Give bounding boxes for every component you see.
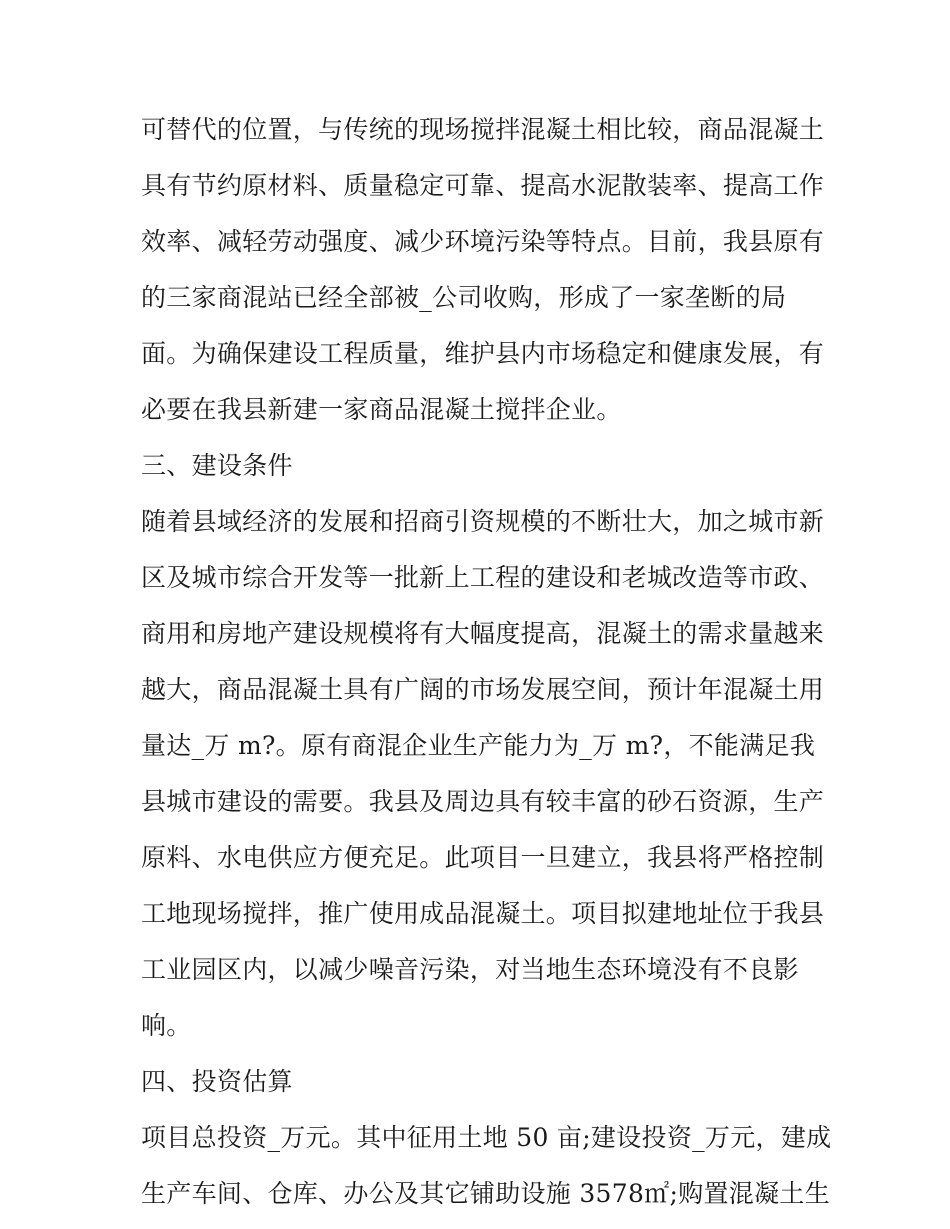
text-line: 具有节约原材料、质量稳定可靠、提高水泥散装率、提高工作 bbox=[141, 171, 825, 200]
text-line: 效率、减轻劳动强度、减少环境污染等特点。目前，我县原有 bbox=[141, 227, 825, 256]
text-line: 县城市建设的需要。我县及周边具有较丰富的砂石资源，生产 bbox=[141, 787, 825, 816]
text-line: 必要在我县新建一家商品混凝土搅拌企业。 bbox=[141, 395, 622, 424]
document-body bbox=[141, 102, 831, 1222]
text-line: 工地现场搅拌，推广使用成品混凝土。项目拟建地址位于我县 bbox=[141, 899, 825, 928]
text-line: 随着县域经济的发展和招商引资规模的不断壮大，加之城市新 bbox=[141, 507, 825, 536]
text-line: 区及城市综合开发等一批新上工程的建设和老城改造等市政、 bbox=[141, 563, 825, 592]
text-line: 生产车间、仓库、办公及其它铺助设施 3578㎡;购置混凝土生 bbox=[141, 1179, 830, 1208]
text-line: 原料、水电供应方便充足。此项目一旦建立，我县将严格控制 bbox=[141, 843, 825, 872]
section-heading: 四、投资估算 bbox=[141, 1067, 293, 1096]
text-line: 越大，商品混凝土具有广阔的市场发展空间，预计年混凝土用 bbox=[141, 675, 825, 704]
text-line: 商用和房地产建设规模将有大幅度提高，混凝土的需求量越来 bbox=[141, 619, 825, 648]
text-line: 的三家商混站已经全部被_公司收购，形成了一家垄断的局 bbox=[141, 283, 787, 312]
text-line: 面。为确保建设工程质量，维护县内市场稳定和健康发展，有 bbox=[141, 339, 825, 368]
text-line: 项目总投资_万元。其中征用土地 50 亩;建设投资_万元，建成 bbox=[141, 1123, 832, 1152]
text-line: 可替代的位置，与传统的现场搅拌混凝土相比较，商品混凝土 bbox=[141, 115, 825, 144]
text-line: 工业园区内，以减少噪音污染，对当地生态环境没有不良影 bbox=[141, 955, 799, 984]
text-line: 响。 bbox=[141, 1011, 192, 1040]
text-line: 量达_万 m?。原有商混企业生产能力为_万 m?，不能满足我 bbox=[141, 731, 816, 760]
section-heading: 三、建设条件 bbox=[141, 451, 293, 480]
